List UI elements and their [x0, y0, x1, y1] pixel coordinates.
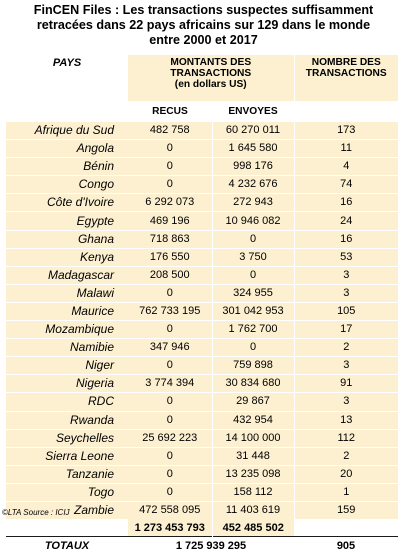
table-row: [6, 465, 398, 483]
cell-nombre: 24: [294, 212, 398, 230]
cell-recus: 0: [128, 284, 212, 302]
cell-nombre: 3: [294, 266, 398, 284]
cell-envoyes: 1 645 580: [212, 140, 294, 158]
cell-nombre: 159: [294, 501, 398, 519]
cell-nombre: 91: [294, 375, 398, 393]
subheader-envoyes: ENVOYES: [228, 105, 278, 117]
table-row: [6, 284, 398, 302]
cell-nombre: 16: [294, 194, 398, 212]
cell-pays: Nigeria: [6, 375, 128, 393]
source-credit: ©LTA Source : ICIJ: [2, 508, 70, 517]
cell-pays: Rwanda: [6, 411, 128, 429]
cell-recus: 3 774 394: [128, 375, 212, 393]
cell-pays: Congo: [6, 176, 128, 194]
cell-recus: 0: [128, 321, 212, 339]
cell-pays: Tanzanie: [6, 465, 128, 483]
cell-pays: Bénin: [6, 158, 128, 176]
cell-pays: Maurice: [6, 302, 128, 320]
total-nombre: 905: [294, 537, 398, 554]
cell-envoyes: 13 235 098: [212, 465, 294, 483]
cell-nombre: 3: [294, 357, 398, 375]
cell-nombre: 2: [294, 447, 398, 465]
cell-recus: 0: [128, 158, 212, 176]
cell-pays: Côte d'Ivoire: [6, 194, 128, 212]
cell-envoyes: 324 955: [212, 284, 294, 302]
table-row: [6, 122, 398, 140]
header-montants-line-1: MONTANTS DES: [170, 57, 252, 68]
header-nombre-line-2: TRANSACTIONS: [305, 68, 387, 79]
title-line-3: entre 2000 et 2017: [149, 33, 258, 47]
cell-nombre: 112: [294, 429, 398, 447]
cell-recus: 0: [128, 465, 212, 483]
cell-nombre: 3: [294, 284, 398, 302]
cell-envoyes: 998 176: [212, 158, 294, 176]
table-row: [6, 483, 398, 501]
table-row: [6, 339, 398, 357]
cell-recus: 0: [128, 411, 212, 429]
cell-pays: Kenya: [6, 248, 128, 266]
cell-envoyes: 4 232 676: [212, 176, 294, 194]
cell-recus: 0: [128, 140, 212, 158]
cell-envoyes: 30 834 680: [212, 375, 294, 393]
subheader-recus: RECUS: [152, 105, 188, 117]
table-row: [6, 266, 398, 284]
cell-nombre: 105: [294, 302, 398, 320]
cell-envoyes: 0: [212, 266, 294, 284]
cell-pays: Ghana: [6, 230, 128, 248]
cell-recus: 469 196: [128, 212, 212, 230]
header-montants-line-2: TRANSACTIONS: [170, 68, 252, 79]
subheader-empty: [6, 101, 128, 122]
cell-nombre: 20: [294, 465, 398, 483]
cell-nombre: 3: [294, 393, 398, 411]
cell-envoyes: 301 042 953: [212, 302, 294, 320]
cell-pays: Egypte: [6, 212, 128, 230]
table-row: [6, 393, 398, 411]
title-line-1: FinCEN Files : Les transactions suspectes suffisamment: [33, 3, 374, 17]
table-row: [6, 194, 398, 212]
cell-recus: 0: [128, 483, 212, 501]
cell-recus: 176 550: [128, 248, 212, 266]
cell-pays: RDC: [6, 393, 128, 411]
table-row: [6, 357, 398, 375]
cell-envoyes: 158 112: [212, 483, 294, 501]
cell-nombre: 13: [294, 411, 398, 429]
cell-envoyes: 272 943: [212, 194, 294, 212]
subheader-row: [6, 101, 398, 122]
cell-recus: 347 946: [128, 339, 212, 357]
cell-envoyes: 14 100 000: [212, 429, 294, 447]
title-line-2: retracées dans 22 pays africains sur 129 dans le monde: [36, 18, 371, 32]
cell-recus: 482 758: [128, 122, 212, 140]
table-row: [6, 176, 398, 194]
header-pays: PAYS: [52, 57, 82, 69]
cell-pays: Angola: [6, 140, 128, 158]
totaux-label: TOTAUX: [6, 537, 128, 554]
cell-pays: Namibie: [6, 339, 128, 357]
cell-nombre: 11: [294, 140, 398, 158]
cell-nombre: 4: [294, 158, 398, 176]
cell-nombre: 16: [294, 230, 398, 248]
table-row: [6, 302, 398, 320]
header-montants: [128, 55, 294, 101]
total-montants: 1 725 939 295: [128, 537, 294, 554]
cell-pays: Malawi: [6, 284, 128, 302]
cell-pays: Togo: [6, 483, 128, 501]
cell-recus: 0: [128, 447, 212, 465]
table-row: [6, 411, 398, 429]
cell-recus: 25 692 223: [128, 429, 212, 447]
header-montants-line-3: (en dollars US): [174, 79, 247, 90]
cell-pays: Madagascar: [6, 266, 128, 284]
cell-envoyes: 31 448: [212, 447, 294, 465]
cell-envoyes: 11 403 619: [212, 501, 294, 519]
cell-recus: 0: [128, 176, 212, 194]
cell-envoyes: 0: [212, 339, 294, 357]
sum-envoyes: 452 485 502: [212, 519, 294, 537]
table-row: [6, 140, 398, 158]
cell-nombre: 17: [294, 321, 398, 339]
table-row: [6, 321, 398, 339]
table-row: [6, 230, 398, 248]
cell-nombre: 2: [294, 339, 398, 357]
cell-envoyes: 1 762 700: [212, 321, 294, 339]
cell-envoyes: 60 270 011: [212, 122, 294, 140]
cell-recus: 6 292 073: [128, 194, 212, 212]
table-row: [6, 375, 398, 393]
cell-pays: Sierra Leone: [6, 447, 128, 465]
table-row: [6, 212, 398, 230]
total-row: [6, 537, 398, 554]
header-nombre: [294, 55, 398, 101]
cell-envoyes: 29 867: [212, 393, 294, 411]
cell-envoyes: 759 898: [212, 357, 294, 375]
cell-envoyes: 0: [212, 230, 294, 248]
cell-nombre: 173: [294, 122, 398, 140]
cell-envoyes: 10 946 082: [212, 212, 294, 230]
sum-recus: 1 273 453 793: [128, 519, 212, 537]
table-row: [6, 158, 398, 176]
cell-pays: Seychelles: [6, 429, 128, 447]
cell-pays: Afrique du Sud: [6, 122, 128, 140]
cell-recus: 472 558 095: [128, 501, 212, 519]
cell-nombre: 53: [294, 248, 398, 266]
cell-recus: 762 733 195: [128, 302, 212, 320]
subheader-nombre-empty: [294, 101, 398, 122]
chart-title: [0, 3, 407, 48]
cell-pays: Niger: [6, 357, 128, 375]
cell-pays: Zambie: [6, 501, 128, 519]
cell-envoyes: 432 954: [212, 411, 294, 429]
table-row: [6, 248, 398, 266]
cell-nombre: 74: [294, 176, 398, 194]
cell-recus: 0: [128, 357, 212, 375]
header-row: [6, 55, 398, 101]
table-row: [6, 447, 398, 465]
cell-recus: 718 863: [128, 230, 212, 248]
header-nombre-line-1: NOMBRE DES: [311, 57, 381, 68]
transactions-table: [6, 55, 398, 554]
cell-recus: 208 500: [128, 266, 212, 284]
cell-nombre: 1: [294, 483, 398, 501]
cell-recus: 0: [128, 393, 212, 411]
table-row: [6, 429, 398, 447]
cell-pays: Mozambique: [6, 321, 128, 339]
cell-envoyes: 3 750: [212, 248, 294, 266]
